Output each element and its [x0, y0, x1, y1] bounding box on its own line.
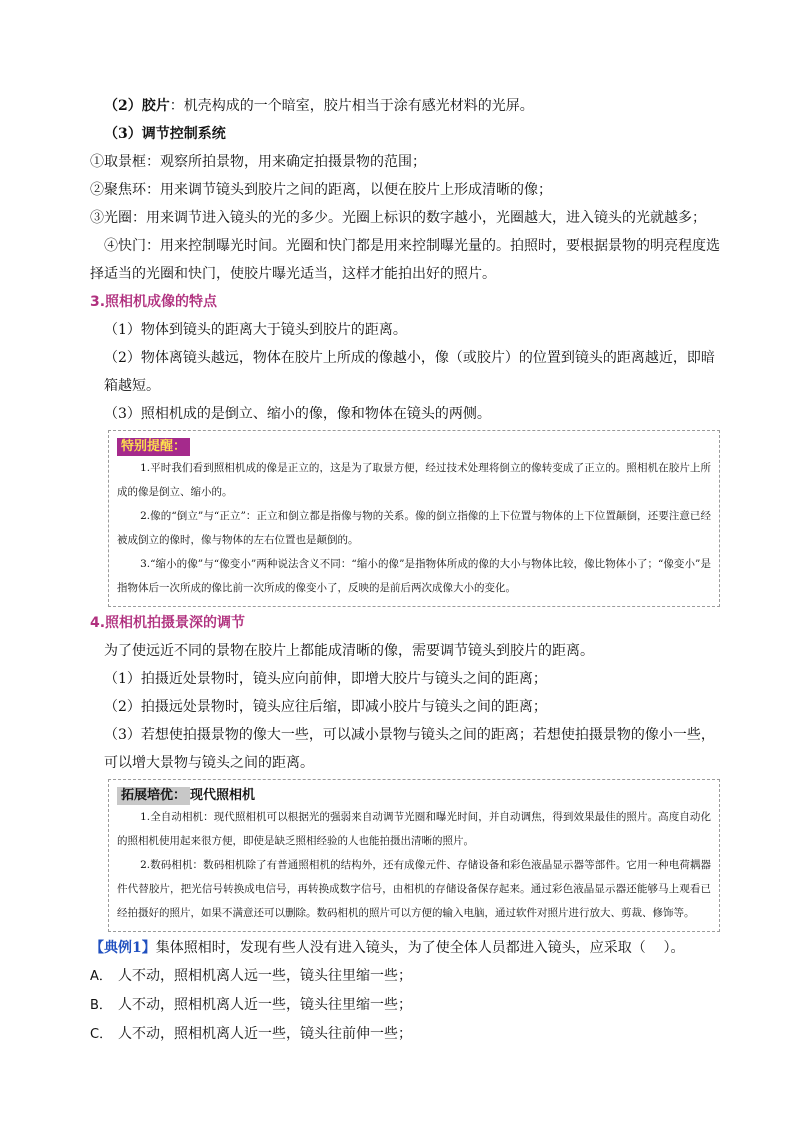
section4-intro: 为了使远近不同的景物在胶片上都能成清晰的像，需要调节镜头到胶片的距离。 — [104, 643, 594, 659]
section3-item-3: （3）照相机成的是倒立、缩小的像，像和物体在镜头的两侧。 — [104, 406, 491, 422]
option-a — [90, 962, 720, 991]
section3-item-1: （1）物体到镜头的距离大于镜头到胶片的距离。 — [104, 322, 407, 338]
example-question-text: 集体照相时，发现有些人没有进入镜头，为了使全体人员都进入镜头，应采取（ ）。 — [155, 940, 685, 956]
extension-box — [108, 779, 720, 932]
film-label: （2）胶片 — [104, 98, 170, 114]
option-c-letter: C． — [90, 1027, 113, 1042]
extension-item-1: 1.全自动相机：现代照相机可以根据光的强弱来自动调节光圈和曝光时间，并自动调焦，得到效果最佳的照片。高度自动化的照相机使用起来很方便，即使是缺乏照相经验的人也能拍摄出清晰的照片。 — [117, 811, 711, 847]
example-question — [90, 934, 720, 962]
section4-heading: 4.照相机拍摄景深的调节 — [90, 615, 246, 631]
section4-item-3: （3）若想使拍摄景物的像大一些，可以减小景物与镜头之间的距离；若想使拍摄景物的像小一些，可以增大景物与镜头之间的距离。 — [104, 727, 715, 771]
aperture-item: ③光圈：用来调节进入镜头的光的多少。光圈上标识的数字越小，光圈越大，进入镜头的光就越多； — [90, 210, 706, 226]
option-b — [90, 991, 720, 1020]
section3-heading: 3.照相机成像的特点 — [90, 294, 218, 310]
option-b-letter: B． — [90, 998, 112, 1013]
tip-item-1: 1.平时我们看到照相机成的像是正立的，这是为了取景方便，经过技术处理将倒立的像转变成了正立的。照相机在胶片上所成的像是倒立、缩小的。 — [117, 462, 711, 498]
option-c-text: 人不动，照相机离人近一些，镜头往前伸一些； — [118, 1026, 412, 1042]
viewfinder-item: ①取景框：观察所拍景物，用来确定拍摄景物的范围； — [90, 154, 426, 170]
section4-item-2: （2）拍摄远处景物时，镜头应往后缩，即减小胶片与镜头之间的距离； — [104, 699, 547, 715]
extension-item-2: 2.数码相机：数码相机除了有普通照相机的结构外，还有成像元件、存储设备和彩色液晶显示器等部件。它用一种电荷耦器件代替胶片，把光信号转换成电信号，再转换成数字信号，由相机的存储设备保存起来。通过彩色液晶显示器还能够马上观看已经拍摄好的照片，如果不满意还可以删除。数码相机的照片可以方便的输入电脑，通过软件对照片进行放大、剪裁、修饰等。 — [117, 859, 711, 919]
tip-badge: 特别提醒： — [117, 438, 190, 456]
section3-item-2: （2）物体离镜头越远，物体在胶片上所成的像越小，像（或胶片）的位置到镜头的距离越近，即暗箱越短。 — [104, 350, 715, 394]
tip-item-3: 3.“缩小的像”与“像变小”两种说法含义不同：“缩小的像”是指物体所成的像的大小与物体比较，像比物体小了；“像变小”是指物体后一次所成的像比前一次所成的像变小了，反映的是前后两次成像大小的变化。 — [117, 558, 711, 594]
film-paragraph — [90, 92, 720, 120]
option-a-text: 人不动，照相机离人远一些，镜头往里缩一些； — [118, 968, 412, 984]
focus-ring-item: ②聚焦环：用来调节镜头到胶片之间的距离，以便在胶片上形成清晰的像； — [90, 182, 552, 198]
option-a-letter: A． — [90, 969, 112, 984]
section4-item-1: （1）拍摄近处景物时，镜头应向前伸，即增大胶片与镜头之间的距离； — [104, 671, 547, 687]
film-text: ：机壳构成的一个暗室，胶片相当于涂有感光材料的光屏。 — [169, 98, 534, 114]
extension-badge: 拓展培优： — [117, 787, 190, 805]
option-c — [90, 1020, 720, 1049]
example-tag: 【典例1】 — [90, 940, 156, 956]
extension-title: 现代照相机 — [190, 788, 256, 803]
shutter-item: ④快门：用来控制曝光时间。光圈和快门都是用来控制曝光量的。拍照时，要根据景物的明亮程度选择适当的光圈和快门，使胶片曝光适当，这样才能拍出好的照片。 — [90, 238, 720, 282]
tip-box — [108, 430, 720, 607]
option-b-text: 人不动，照相机离人近一些，镜头往里缩一些； — [118, 997, 412, 1013]
tip-item-2: 2.像的“倒立”与“正立”：正立和倒立都是指像与物的关系。像的倒立指像的上下位置与物体的上下位置颠倒，还要注意已经被成倒立的像时，像与物体的左右位置也是颠倒的。 — [117, 510, 711, 546]
control-system-label: （3）调节控制系统 — [104, 126, 226, 142]
content-area — [90, 92, 720, 1049]
